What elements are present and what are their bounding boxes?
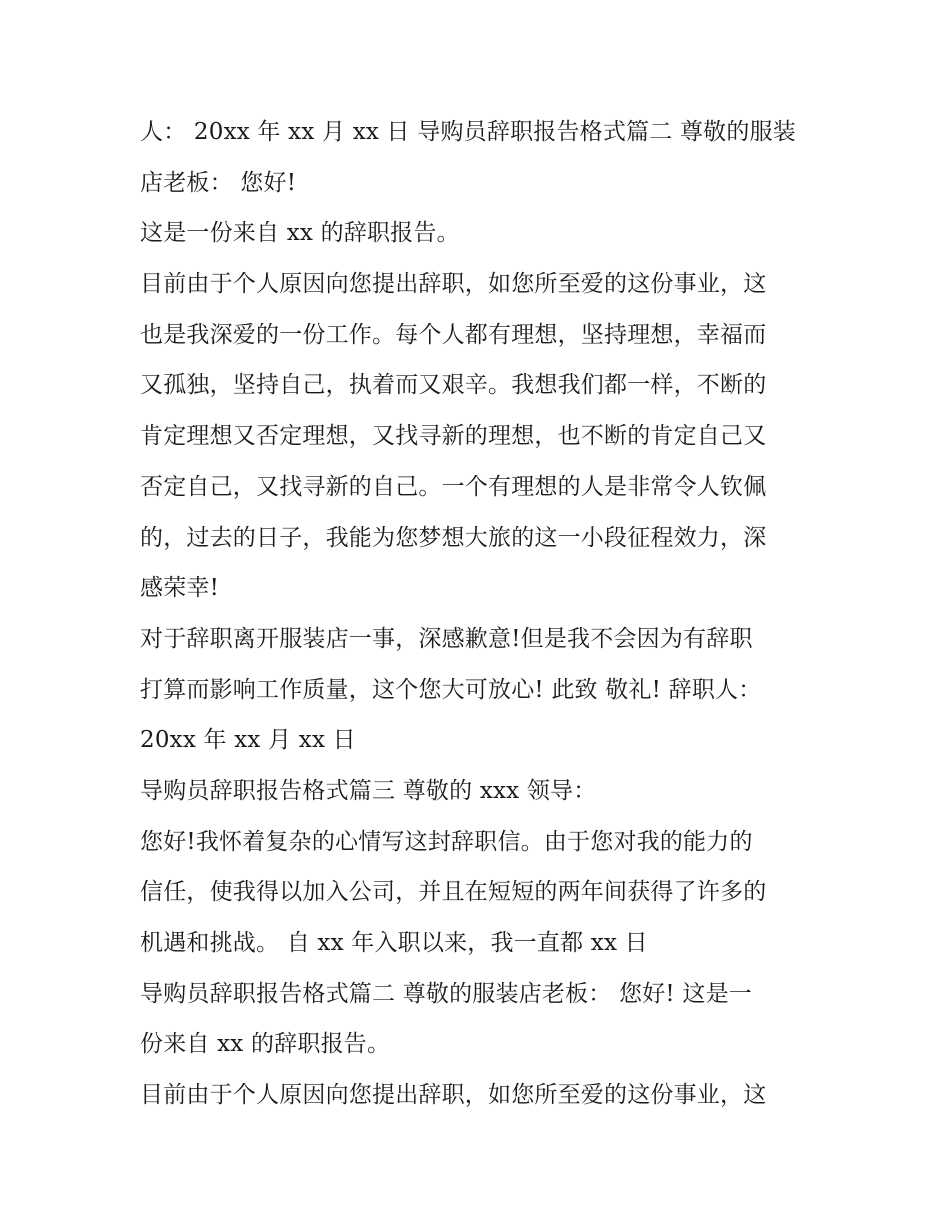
text-line: 的，过去的日子，我能为您梦想大旅的这一小段征程效力，深 [140,524,767,551]
text-line: 也是我深爱的一份工作。每个人都有理想，坚持理想，幸福而 [140,321,767,348]
text-line: 人： 20xx 年 xx 月 xx 日 导购员辞职报告格式篇二 尊敬的服装 [140,119,796,145]
text-line: 导购员辞职报告格式篇二 尊敬的服装店老板： 您好! 这是一 [140,980,752,1007]
text-line: 这是一份来自 xx 的辞职报告。 [140,220,460,247]
text-line: 目前由于个人原因向您提出辞职，如您所至爱的这份事业，这 [140,271,767,298]
text-line: 感荣幸! [140,575,220,602]
text-line: 肯定理想又否定理想，又找寻新的理想，也不断的肯定自己又 [140,423,767,450]
text-line: 份来自 xx 的辞职报告。 [140,1031,391,1058]
text-line: 打算而影响工作质量，这个您大可放心! 此致 敬礼! 辞职人： [140,676,762,703]
text-line: 信任，使我得以加入公司，并且在短短的两年间获得了许多的 [140,879,767,906]
text-line: 您好!我怀着复杂的心情写这封辞职信。由于您对我的能力的 [140,828,753,855]
text-line: 20xx 年 xx 月 xx 日 [140,727,356,754]
text-line: 机遇和挑战。 自 xx 年入职以来，我一直都 xx 日 [140,930,648,956]
text-line: 导购员辞职报告格式篇三 尊敬的 xxx 领导： [140,777,597,804]
document-body [140,107,830,1121]
text-line: 店老板： 您好! [140,169,297,196]
text-line: 对于辞职离开服装店一事，深感歉意!但是我不会因为有辞职 [140,625,753,652]
text-line: 目前由于个人原因向您提出辞职，如您所至爱的这份事业，这 [140,1082,767,1109]
text-line: 又孤独，坚持自己，执着而又艰辛。我想我们都一样，不断的 [140,372,767,399]
text-line: 否定自己，又找寻新的自己。一个有理想的人是非常令人钦佩 [140,473,767,500]
